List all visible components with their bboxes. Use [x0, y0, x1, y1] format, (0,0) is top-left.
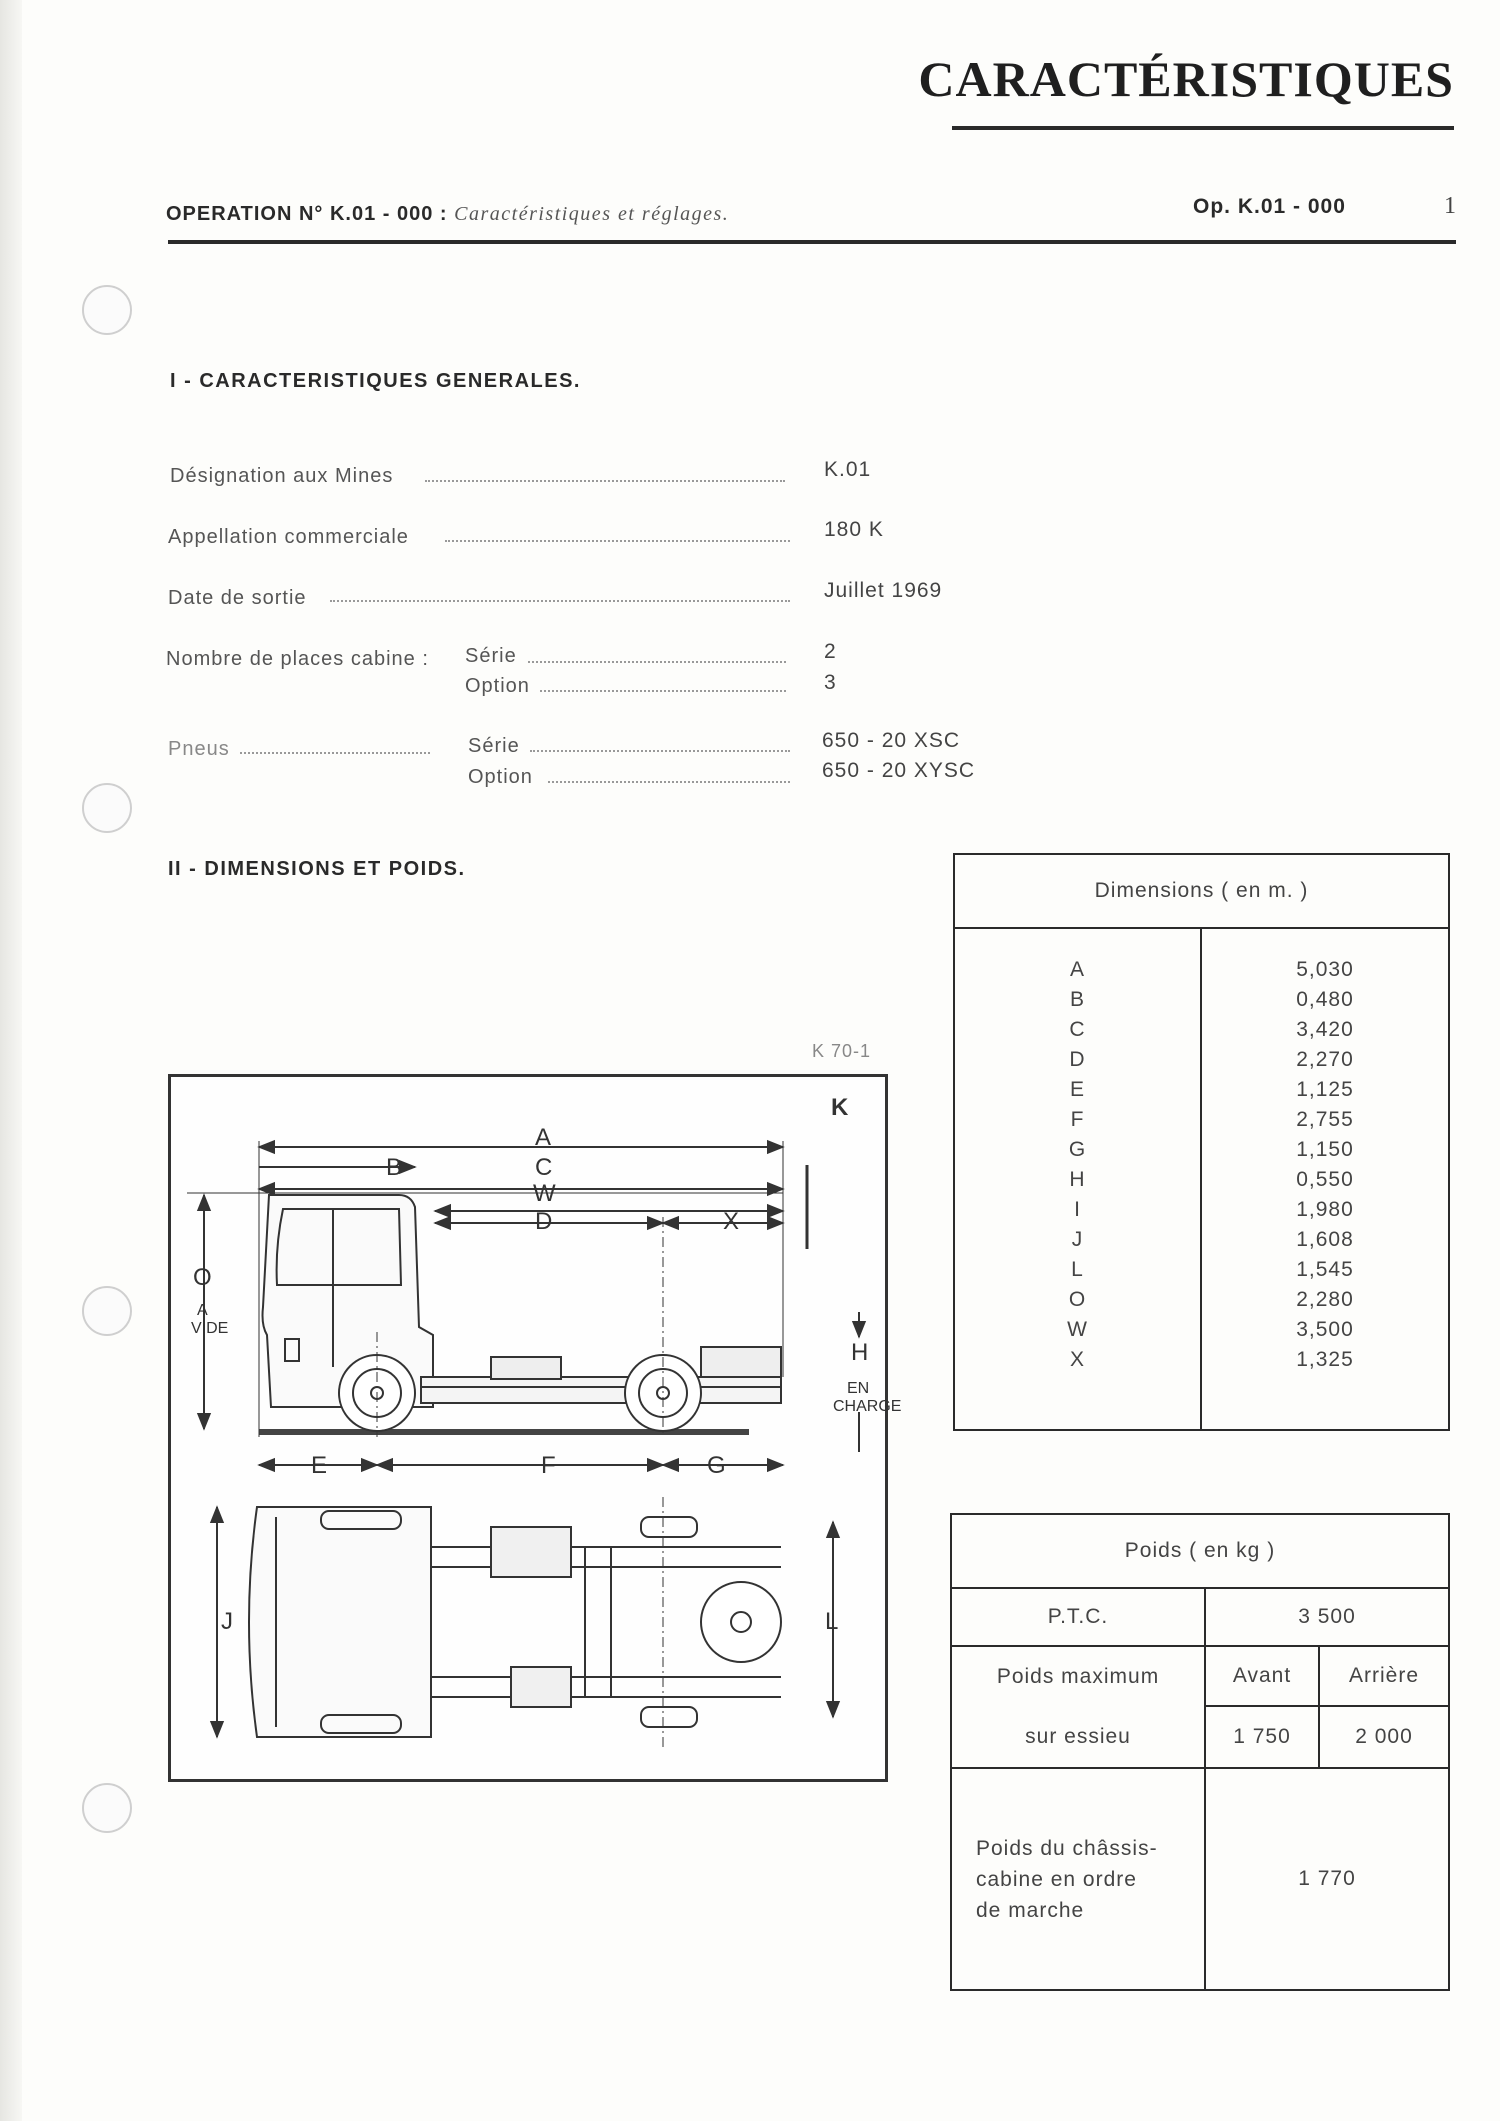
dim-label-d: D [535, 1208, 553, 1235]
pneus-label: Pneus [168, 738, 230, 760]
operation-line [166, 203, 729, 226]
dimension-letter: F [1070, 1108, 1085, 1131]
dimension-letter: H [1069, 1168, 1086, 1191]
dim-label-w: W [533, 1180, 556, 1207]
dimension-letter: D [1069, 1048, 1086, 1071]
dim-label-a: A [535, 1124, 552, 1151]
figure-letter: K [831, 1094, 849, 1121]
dimension-value: 1,325 [1296, 1348, 1354, 1371]
dimension-value: 1,150 [1296, 1138, 1354, 1161]
truck-drawing [171, 1077, 902, 1779]
dim-label-l: L [825, 1608, 839, 1635]
dimension-letter: A [1069, 958, 1085, 981]
dim-label-f: F [541, 1452, 556, 1479]
dimension-value: 1,125 [1296, 1078, 1354, 1101]
dimension-letter: J [1071, 1228, 1084, 1251]
appellation-value: 180 K [824, 518, 884, 541]
punch-hole [82, 285, 132, 335]
dot-leader [540, 690, 786, 692]
truck-dimension-diagram [168, 1074, 902, 1782]
dot-leader [528, 661, 786, 663]
places-option-label: Option [465, 675, 530, 697]
arriere-value: 2 000 [1319, 1706, 1449, 1768]
max-axle-label-line-1: Poids maximum [996, 1665, 1160, 1688]
dot-leader [548, 781, 790, 783]
chassis-label-line-3: de marche [976, 1898, 1085, 1922]
pneus-option-value: 650 - 20 XYSC [822, 759, 976, 782]
chassis-label-line-2: cabine en ordre [976, 1867, 1137, 1891]
weights-table [950, 1513, 1450, 1991]
dimension-letter: B [1069, 988, 1085, 1011]
punch-hole [82, 1286, 132, 1336]
page-title: CARACTÉRISTIQUES [918, 51, 1454, 107]
dim-label-o: O [193, 1264, 212, 1291]
dim-label-g: G [707, 1452, 726, 1479]
dot-leader [425, 480, 785, 482]
dimension-letter: W [1067, 1318, 1088, 1341]
places-label: Nombre de places cabine : [166, 648, 429, 670]
section-general-title: I - CARACTERISTIQUES GENERALES. [170, 370, 581, 392]
max-axle-label-line-2: sur essieu [1025, 1725, 1131, 1748]
places-serie-value: 2 [824, 640, 837, 663]
dimension-value: 2,270 [1296, 1048, 1354, 1071]
dimension-value: 1,545 [1296, 1258, 1354, 1281]
dimension-letter: C [1069, 1018, 1086, 1041]
pneus-option-label: Option [468, 766, 533, 788]
dot-leader [330, 600, 790, 602]
operation-description: Caractéristiques et réglages. [454, 203, 730, 225]
dim-label-e: E [311, 1452, 328, 1479]
dimension-value: 2,755 [1296, 1108, 1354, 1131]
en-charge-label-1: EN [847, 1380, 870, 1397]
dim-label-c: C [535, 1154, 553, 1181]
a-vide-label-1: A [197, 1302, 208, 1319]
places-serie-label: Série [465, 645, 517, 667]
weights-table-title: Poids ( en kg ) [951, 1514, 1449, 1588]
dot-leader [445, 540, 790, 542]
places-option-value: 3 [824, 671, 837, 694]
dimensions-table [953, 853, 1450, 1431]
dimension-value: 0,550 [1296, 1168, 1354, 1191]
designation-value: K.01 [824, 458, 872, 481]
a-vide-label-2: VIDE [191, 1320, 229, 1337]
chassis-weight-value: 1 770 [1205, 1768, 1449, 1990]
dimensions-table-title: Dimensions ( en m. ) [954, 854, 1449, 928]
dim-label-x: X [723, 1208, 740, 1235]
dimension-letter: L [1071, 1258, 1084, 1281]
binder-edge [0, 0, 22, 2121]
header-rule [168, 240, 1456, 244]
date-label: Date de sortie [168, 587, 307, 609]
dot-leader [240, 752, 430, 754]
dimension-value: 1,980 [1296, 1198, 1354, 1221]
section-dimensions-title: II - DIMENSIONS ET POIDS. [168, 858, 466, 880]
designation-label: Désignation aux Mines [170, 465, 394, 487]
dot-leader [530, 750, 790, 752]
dimension-value: 0,480 [1296, 988, 1354, 1011]
ptc-value: 3 500 [1205, 1588, 1449, 1646]
dimension-letter: X [1069, 1348, 1085, 1371]
date-value: Juillet 1969 [824, 579, 943, 602]
dimension-letter: O [1068, 1288, 1087, 1311]
dimension-value: 5,030 [1296, 958, 1354, 981]
arriere-label: Arrière [1319, 1646, 1449, 1706]
dimension-value: 3,420 [1296, 1018, 1354, 1041]
dim-label-j: J [221, 1608, 233, 1635]
chassis-weight-label [951, 1768, 1205, 1990]
dimension-letter: E [1069, 1078, 1085, 1101]
max-axle-label [951, 1646, 1205, 1768]
operation-reference: Op. K.01 - 000 [1193, 195, 1346, 218]
dimension-letter: G [1068, 1138, 1087, 1161]
appellation-label: Appellation commerciale [168, 526, 409, 548]
avant-value: 1 750 [1205, 1706, 1319, 1768]
ptc-label: P.T.C. [951, 1588, 1205, 1646]
dimension-value: 3,500 [1296, 1318, 1354, 1341]
title-rule [952, 126, 1454, 130]
punch-hole [82, 783, 132, 833]
dim-label-h: H [851, 1339, 869, 1366]
pneus-serie-value: 650 - 20 XSC [822, 729, 961, 752]
punch-hole [82, 1783, 132, 1833]
operation-label: OPERATION N° K.01 - 000 : [166, 203, 448, 225]
dimension-letter: I [1074, 1198, 1081, 1221]
dimensions-letter-column [954, 928, 1201, 1430]
dimension-value: 1,608 [1296, 1228, 1354, 1251]
pneus-serie-label: Série [468, 735, 520, 757]
figure-reference: K 70-1 [812, 1041, 872, 1061]
avant-label: Avant [1205, 1646, 1319, 1706]
dimensions-value-column [1201, 928, 1449, 1430]
dim-label-b: B [386, 1154, 403, 1181]
dimension-value: 2,280 [1296, 1288, 1354, 1311]
chassis-label-line-1: Poids du châssis- [976, 1836, 1158, 1860]
page-number: 1 [1444, 193, 1456, 219]
en-charge-label-2: CHARGE [833, 1398, 902, 1415]
